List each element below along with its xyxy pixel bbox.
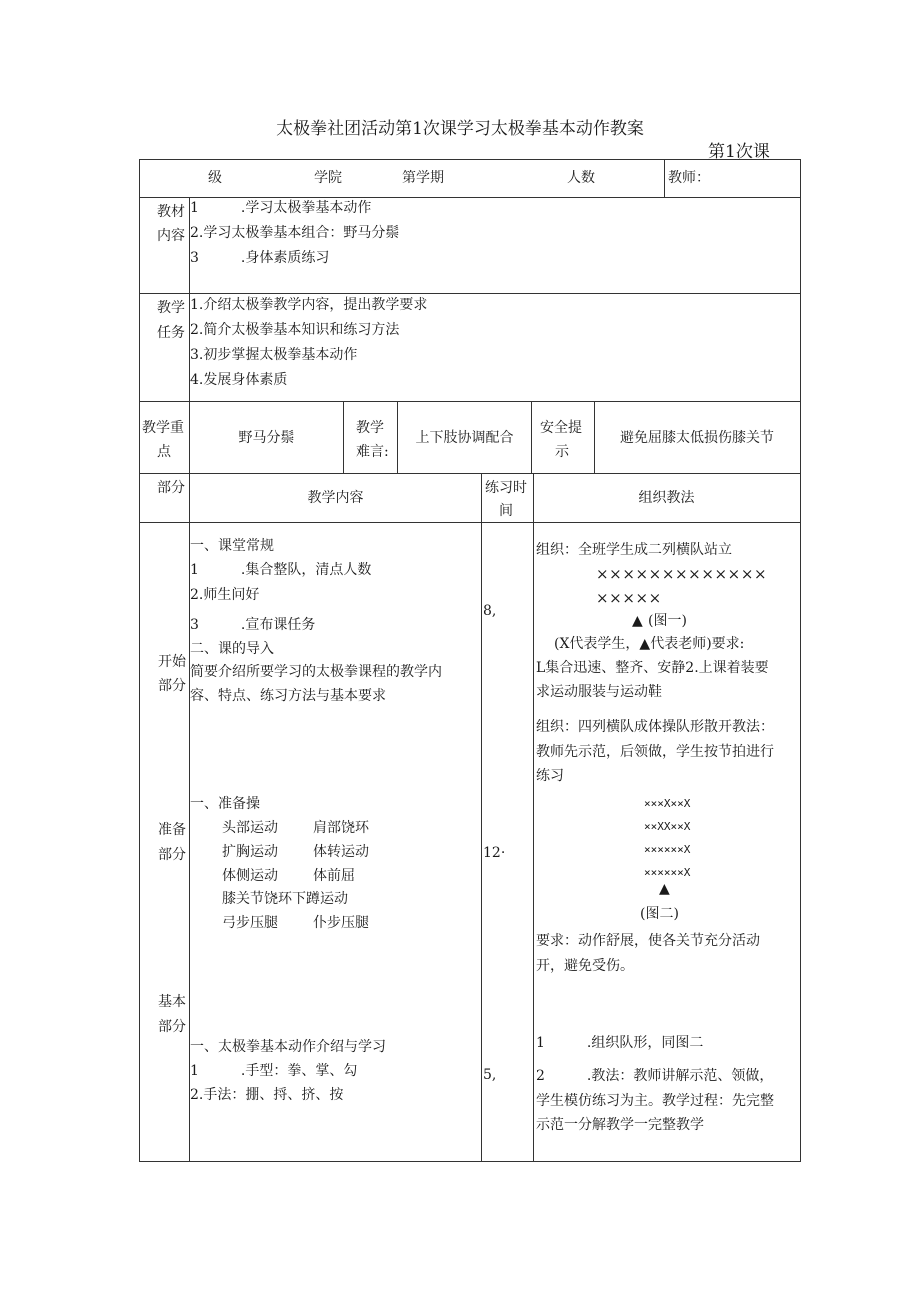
column-header-time: 间 [499,503,513,519]
prep-content-line: 一、准备操 [190,796,260,812]
material-item: 1 .学习太极拳基本动作 [190,200,372,216]
teacher-triangle-icon: ▲ [659,881,670,897]
column-header-method: 组织教法 [638,490,695,506]
material-label: 内容 [157,228,185,244]
teacher-triangle-icon: ▲ [632,613,643,629]
start-method-line: L集合迅速、整齐、安静2.上课着装要 [536,660,769,676]
figure-caption: (图二) [640,906,679,922]
prep-exercise: 体前屈 [313,868,355,884]
start-content-line: 二、课的导入 [190,641,274,657]
teacher-field: 教师： [668,170,710,186]
start-content-line: 容、特点、练习方法与基本要求 [190,688,386,704]
prep-exercise: 头部运动 [222,820,278,836]
tasks-label: 任务 [157,325,185,341]
start-content-line: 2.师生问好 [190,587,260,603]
task-item: 4.发展身体素质 [190,372,288,388]
start-method-line: 求运动服装与运动鞋 [536,684,662,700]
prep-exercise: 肩部饶环 [313,820,369,836]
lesson-number: 第1次课 [708,142,770,162]
start-method-line: 练习 [536,768,564,784]
column-header-part: 部分 [157,480,185,496]
material-item: 2.学习太极拳基本组合：野马分鬃 [190,225,400,241]
tasks-label: 教学 [157,300,185,316]
start-method-line: 组织：四列横队成体操队形散开教法： [536,719,774,735]
basic-method-line: 学生模仿练习为主。教学过程：先完整 [536,1093,774,1109]
basic-method-line: 示范一分解教学一完整教学 [536,1117,704,1133]
basic-content-line: 1 .手型：拳、掌、勾 [190,1063,358,1079]
start-method-line: 组织：全班学生成二列横队站立 [536,542,732,558]
basic-method-line: 1 .组织队形，同图二 [536,1035,704,1051]
prep-time: 12· [483,845,506,861]
safety-label: 示 [555,444,569,460]
basic-content-line: 2.手法：掤、捋、挤、按 [190,1087,344,1103]
start-section-label: 部分 [158,678,186,694]
start-time: 8, [483,603,497,619]
start-content-line: 一、课堂常规 [190,538,274,554]
prep-section-label: 准备 [158,822,186,838]
formation-row: ××××××X [644,866,691,879]
safety-label: 安全提 [540,420,582,436]
task-item: 1.介绍太极拳教学内容，提出教学要求 [190,297,428,313]
formation-row: ××XX××X [644,820,691,833]
prep-method-line: 要求：动作舒展，使各关节充分活动 [536,933,760,949]
prep-exercise: 扩胸运动 [222,844,278,860]
semester-field: 第学期 [402,170,444,186]
difficulty-value: 上下肢协调配合 [415,430,514,446]
grade-field: 级 [208,170,222,186]
prep-exercise: 体转运动 [313,844,369,860]
start-method-line: (X代表学生，▲代表老师)要求: [554,636,745,652]
column-header-time: 练习时 [485,480,527,496]
student-formation-row: ××××××××××××× [596,565,768,583]
start-section-label: 开始 [158,654,186,670]
start-content-line: 简要介绍所要学习的太极拳课程的教学内 [190,664,442,680]
figure-caption: (图一) [648,613,687,629]
basic-method-line: 2 .教法：教师讲解示范、领做， [536,1068,774,1084]
prep-exercise: 膝关节饶环下蹲运动 [222,891,348,907]
prep-exercise: 体侧运动 [222,868,278,884]
key-point-label: 点 [157,444,171,460]
prep-exercise: 弓步压腿 [222,915,278,931]
student-formation-row: ××××× [596,589,662,607]
difficulty-label: 难言: [356,444,389,460]
task-item: 3.初步掌握太极拳基本动作 [190,347,358,363]
material-item: 3 .身体素质练习 [190,250,330,266]
prep-section-label: 部分 [158,847,186,863]
college-field: 学院 [314,170,342,186]
difficulty-label: 教学 [356,420,384,436]
basic-section-label: 基本 [158,994,186,1010]
key-point-label: 教学重 [142,420,184,436]
formation-row: ××××××X [644,843,691,856]
start-content-line: 3 .宣布课任务 [190,617,316,633]
column-header-content: 教学内容 [307,490,364,506]
basic-time: 5, [483,1067,497,1083]
start-method-line: 教师先示范，后领做，学生按节拍进行 [536,744,774,760]
student-count-field: 人数 [567,170,595,186]
prep-exercise: 仆步压腿 [313,915,369,931]
safety-value: 避免屈膝太低损伤膝关节 [620,430,774,446]
key-point-value: 野马分鬃 [238,430,295,446]
start-content-line: 1 .集合整队，清点人数 [190,562,372,578]
formation-row: ×××X××X [644,797,691,810]
basic-section-label: 部分 [158,1019,186,1035]
basic-content-line: 一、太极拳基本动作介绍与学习 [190,1039,386,1055]
material-label: 教材 [157,204,185,220]
prep-method-line: 开，避免受伤。 [536,958,634,974]
document-title: 太极拳社团活动第1次课学习太极拳基本动作教案 [276,119,644,139]
task-item: 2.简介太极拳基本知识和练习方法 [190,322,400,338]
